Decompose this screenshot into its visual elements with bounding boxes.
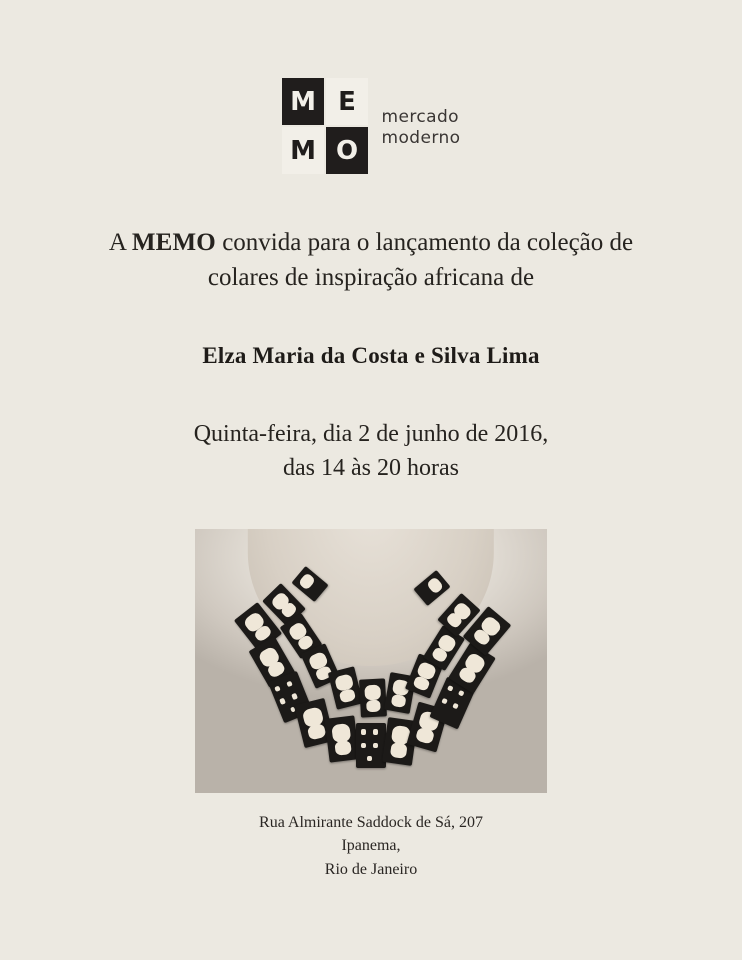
bead (328, 666, 363, 709)
invitation-headline (71, 226, 671, 295)
wordmark-line-2: moderno (381, 128, 461, 148)
logo-cell-e: E (326, 78, 368, 125)
address-city: Rio de Janeiro (324, 860, 418, 878)
logo-cell-o: O (326, 127, 368, 174)
headline-rest: convida para o lançamento da coleção de colares de inspiração africana de (207, 229, 634, 291)
logo-cell-m2: M (282, 127, 324, 174)
bead (291, 566, 328, 602)
memo-logo (282, 78, 461, 174)
bead (359, 679, 387, 718)
headline-brand: MEMO (131, 229, 216, 256)
address-neighborhood: Ipanema, (341, 837, 401, 855)
artist-name: Elza Maria da Costa e Silva Lima (202, 343, 540, 368)
bead (356, 723, 386, 768)
memo-logo-mark (282, 78, 368, 174)
bead (324, 715, 359, 762)
event-time: das 14 às 20 horas (283, 455, 459, 482)
necklace-illustration (195, 529, 547, 793)
address-street: Rua Almirante Saddock de Sá, 207 (259, 814, 483, 832)
event-date: Quinta-feira, dia 2 de junho de 2016, (193, 421, 549, 447)
necklace-photo (195, 529, 547, 793)
logo-cell-m1: M (282, 78, 324, 125)
venue-address (259, 811, 483, 881)
event-datetime (194, 417, 549, 485)
bead (413, 570, 450, 606)
wordmark-line-1: mercado (381, 106, 459, 127)
memo-wordmark (382, 103, 461, 150)
headline-prefix: A (108, 229, 132, 256)
